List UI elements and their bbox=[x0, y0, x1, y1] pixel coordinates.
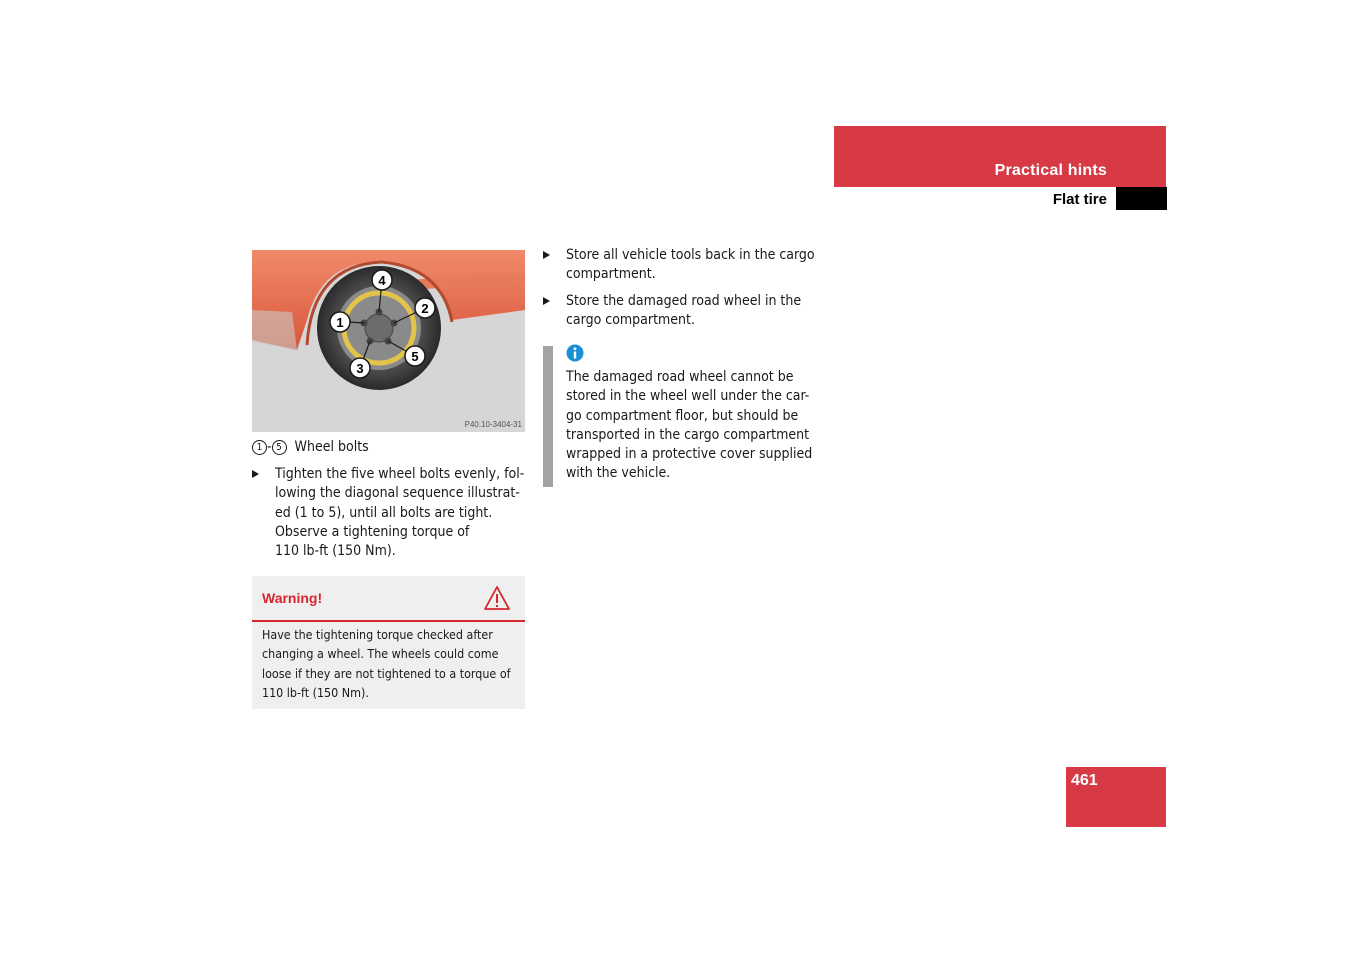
page-number-tab bbox=[1066, 767, 1166, 827]
warning-triangle-icon bbox=[483, 585, 511, 611]
bullet-arrow-icon bbox=[543, 251, 550, 259]
bolt-label-4: 4 bbox=[378, 273, 386, 288]
bullet-arrow-icon bbox=[252, 470, 259, 478]
warning-title: Warning! bbox=[262, 590, 323, 606]
instruction-step-store-wheel bbox=[543, 292, 833, 336]
bolt-label-2: 2 bbox=[421, 301, 429, 316]
instruction-step-tighten bbox=[252, 465, 532, 565]
page-number: 461 bbox=[1071, 772, 1098, 789]
callout-start: 1 bbox=[252, 440, 267, 455]
bolt-label-5: 5 bbox=[411, 349, 419, 364]
bolt-label-3: 3 bbox=[356, 361, 364, 376]
warning-box bbox=[252, 576, 525, 709]
bolt-label-1: 1 bbox=[336, 315, 344, 330]
figure-code: P40.10-3404-31 bbox=[464, 420, 522, 429]
subsection-header bbox=[834, 187, 1167, 210]
bullet-arrow-icon bbox=[543, 297, 550, 305]
subsection-marker bbox=[1116, 187, 1167, 210]
figure-caption bbox=[252, 438, 369, 457]
note-bar bbox=[543, 346, 553, 487]
step-text: Store the damaged road wheel in the cargo compartment. bbox=[566, 293, 802, 329]
info-icon bbox=[566, 344, 584, 362]
wheel-illustration bbox=[252, 250, 525, 432]
warning-body: Have the tightening torque checked after changing a wheel. The wheels could come loose if they are not tightened to a torque of 110 lb-ft (150 Nm). bbox=[262, 627, 511, 700]
subsection-title: Flat tire bbox=[1052, 191, 1107, 208]
instruction-step-store-tools bbox=[543, 246, 833, 290]
section-title: Practical hints bbox=[994, 162, 1107, 179]
warning-header bbox=[252, 576, 525, 622]
section-header-tab bbox=[834, 126, 1166, 187]
note-text: The damaged road wheel cannot be stored in the wheel well under the car- go compartment floor, but should be transported in the cargo compartment wrapped in a protective cover supplied with the vehicle. bbox=[566, 369, 813, 482]
step-text: Tighten the five wheel bolts evenly, fol- lowing the diagonal sequence illustrat- ed (1 to 5), until all bolts are tight. Observe a tightening torque of 110 lb-ft (150 Nm). bbox=[275, 466, 525, 560]
callout-separator: - bbox=[267, 439, 272, 455]
caption-text: Wheel bolts bbox=[294, 439, 369, 455]
wheel-bolts-figure bbox=[252, 250, 525, 432]
step-text: Store all vehicle tools back in the cargo compartment. bbox=[566, 247, 815, 283]
callout-end: 5 bbox=[272, 440, 287, 455]
